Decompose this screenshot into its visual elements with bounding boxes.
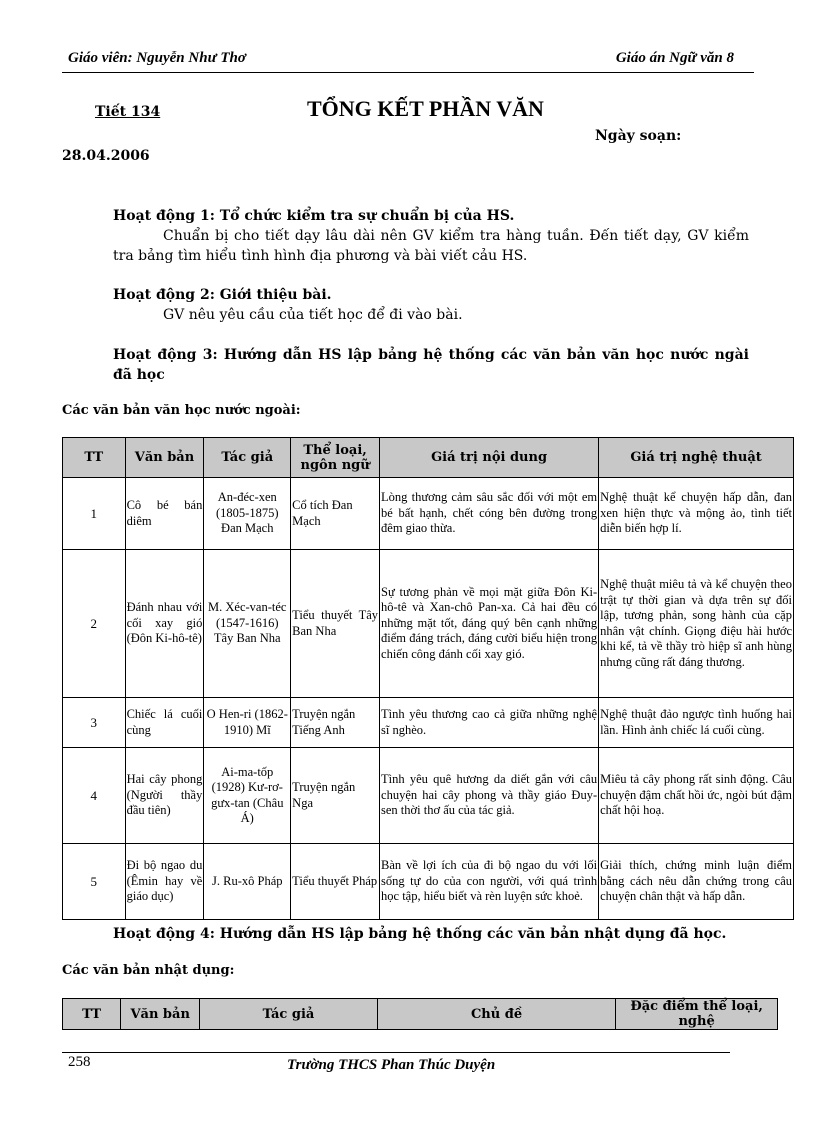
cell-author: M. Xéc-van-téc (1547-1616) Tây Ban Nha (204, 550, 291, 698)
cell-content: Tình yêu thương cao cả giữa những nghệ sĩ nghèo. (380, 698, 599, 748)
cell-art: Giải thích, chứng minh luận điểm bằng cách nêu dẫn chứng trong câu chuyện chân thật và hấp dẫn. (599, 844, 794, 920)
header-work: Văn bản (125, 438, 204, 478)
foreign-section-label: Các văn bản văn học nước ngoài: (62, 403, 301, 418)
cell-art: Nghệ thuật đảo ngược tình huống hai lần. Hình ảnh chiếc lá cuối cùng. (599, 698, 794, 748)
header-content: Giá trị nội dung (380, 438, 599, 478)
cell-art: Nghệ thuật kể chuyện hấp dẫn, đan xen hiện thực và mộng ảo, tình tiết diễn biến hợp lí. (599, 478, 794, 550)
table-row (63, 844, 794, 920)
cell-tt: 3 (63, 698, 126, 748)
cell-tt: 1 (63, 478, 126, 550)
cell-work: Hai cây phong (Người thầy đầu tiên) (125, 748, 204, 844)
cell-work: Đánh nhau với cối xay gió (Đôn Ki-hô-tê) (125, 550, 204, 698)
table-row (63, 478, 794, 550)
cell-genre: Tiểu thuyết Tây Ban Nha (291, 550, 380, 698)
date-label: Ngày soạn: (595, 128, 682, 144)
header-features: Đặc điểm thể loại, nghệ (616, 999, 778, 1030)
table-header-row (63, 438, 794, 478)
lesson-number: Tiết 134 (95, 104, 161, 120)
cell-genre: Truyện ngắn Tiếng Anh (291, 698, 380, 748)
header-art: Giá trị nghệ thuật (599, 438, 794, 478)
header-author: Tác giả (200, 999, 378, 1030)
cell-content: Lòng thương cảm sâu sắc đối với một em bé bất hạnh, chết cóng bên đường trong đêm giao thừa. (380, 478, 599, 550)
table-row (63, 550, 794, 698)
header-theme: Chủ đề (377, 999, 615, 1030)
table-row (63, 698, 794, 748)
page-number: 258 (68, 1054, 91, 1070)
cell-genre: Cổ tích Đan Mạch (291, 478, 380, 550)
cell-content: Tình yêu quê hương da diết gắn với câu chuyện hai cây phong và thầy giáo Đuy-sen thời thơ ấu của tác giả. (380, 748, 599, 844)
page-title: TỔNG KẾT PHẦN VĂN (307, 96, 544, 121)
header-tt: TT (63, 438, 126, 478)
cell-content: Sự tương phản về mọi mặt giữa Đôn Ki-hô-tê và Xan-chô Pan-xa. Cả hai đều có những mặt tốt, đáng quý bên cạnh những điểm đáng trách, đáng cười biểu hiện trong chiến công đánh cối xay gió. (380, 550, 599, 698)
subject-name: Giáo án Ngữ văn 8 (615, 50, 734, 66)
header-author: Tác giả (204, 438, 291, 478)
activity-4 (113, 924, 749, 944)
teacher-name: Giáo viên: Nguyễn Như Thơ (68, 50, 246, 66)
cell-genre: Tiểu thuyết Pháp (291, 844, 380, 920)
cell-author: Ai-ma-tốp (1928) Kư-rơ-gưx-tan (Châu Á) (204, 748, 291, 844)
cell-tt: 4 (63, 748, 126, 844)
cell-work: Chiếc lá cuối cùng (125, 698, 204, 748)
cell-work: Đi bộ ngao du (Êmin hay về giáo dục) (125, 844, 204, 920)
header-genre: Thể loại, ngôn ngữ (291, 438, 380, 478)
activity-heading: Hoạt động 4: Hướng dẫn HS lập bảng hệ thống các văn bản nhật dụng đã học. (113, 926, 727, 942)
cell-author: An-đéc-xen (1805-1875) Đan Mạch (204, 478, 291, 550)
cell-genre: Truyện ngắn Nga (291, 748, 380, 844)
activity-2 (113, 285, 749, 325)
date-value: 28.04.2006 (62, 148, 150, 164)
cell-art: Nghệ thuật miêu tả và kể chuyện theo trật tự thời gian và dựa trên sự đối lập, tương phản, song hành của cặp nhân vật chính. Giọng điệu hài hước khi kể, tả về thầy trò hiệp sĩ anh hùng nhưng cũng rất đáng thương. (599, 550, 794, 698)
foreign-literature-table (62, 437, 794, 920)
everyday-texts-table (62, 998, 778, 1030)
cell-tt: 5 (63, 844, 126, 920)
activity-text: Chuẩn bị cho tiết dạy lâu dài nên GV kiểm tra hàng tuần. Đến tiết dạy, GV kiểm tra bảng tìm hiểu tình hình địa phương và bài viết cảu HS. (113, 228, 749, 264)
everyday-section-label: Các văn bản nhật dụng: (62, 963, 235, 978)
table-row (63, 748, 794, 844)
activity-heading: Hoạt động 2: Giới thiệu bài. (113, 287, 332, 303)
cell-work: Cô bé bán diêm (125, 478, 204, 550)
activity-1 (113, 206, 749, 266)
activity-3 (113, 345, 749, 385)
activity-text: GV nêu yêu cầu của tiết học để đi vào bài. (163, 307, 463, 323)
header-tt: TT (63, 999, 121, 1030)
activity-heading: Hoạt động 3: Hướng dẫn HS lập bảng hệ thống các văn bản văn học nước ngài đã học (113, 347, 749, 383)
page-footer (62, 1052, 730, 1081)
cell-author: J. Ru-xô Pháp (204, 844, 291, 920)
cell-tt: 2 (63, 550, 126, 698)
page-header (62, 46, 754, 73)
cell-art: Miêu tả cây phong rất sinh động. Câu chuyện đậm chất hồi ức, ngòi bút đậm chất hội hoạ. (599, 748, 794, 844)
activity-heading: Hoạt động 1: Tổ chức kiểm tra sự chuẩn bị của HS. (113, 208, 515, 224)
school-name: Trường THCS Phan Thúc Duyện (287, 1057, 496, 1073)
cell-content: Bàn về lợi ích của đi bộ ngao du với lối sống tự do của con người, với quá trình học tập, hiểu biết và rèn luyện sức khoẻ. (380, 844, 599, 920)
table-header-row (63, 999, 778, 1030)
header-work: Văn bản (121, 999, 200, 1030)
cell-author: O Hen-ri (1862-1910) Mĩ (204, 698, 291, 748)
